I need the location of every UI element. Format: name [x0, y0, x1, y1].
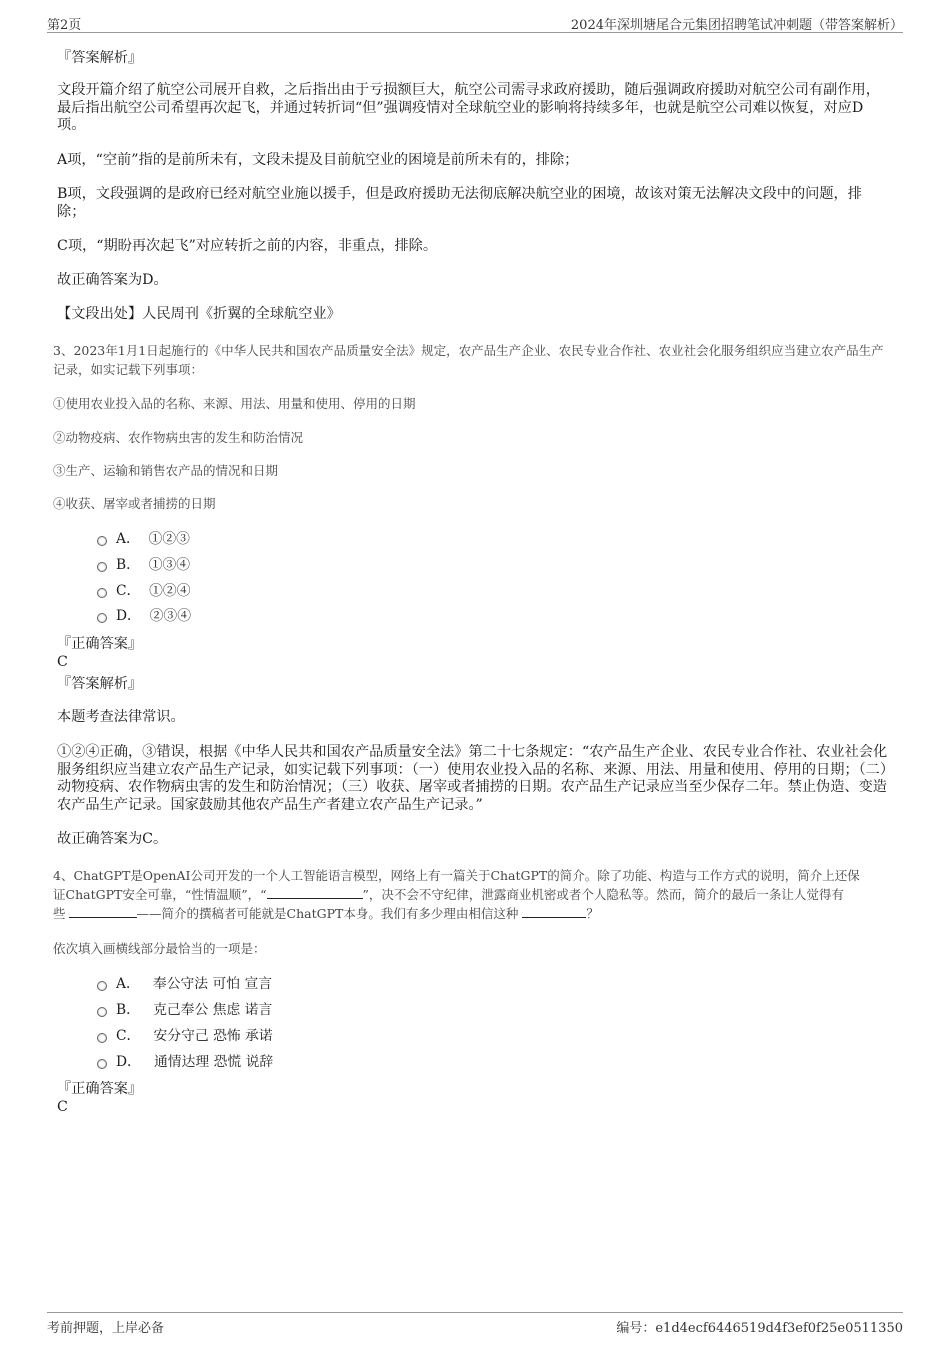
- correct-answer-label: 『正确答案』: [57, 636, 143, 652]
- correct-answer-label: 『正确答案』: [57, 1081, 143, 1097]
- analysis-paragraph: 本题考查法律常识。: [57, 709, 185, 725]
- analysis-paragraph: 文段开篇介绍了航空公司展开自救，之后指出由于亏损额巨大，航空公司需寻求政府援助，随后强调政府援助对航空公司有副作用，最后指出航空公司希望再次起飞，并通过转折词“但”强调疫情对全球航空业的影响将持续多年，也就是航空公司难以恢复，对应D项。: [57, 82, 880, 133]
- answer-analysis-label: 『答案解析』: [57, 676, 143, 692]
- question-item: ③生产、运输和销售农产品的情况和日期: [53, 463, 279, 478]
- radio-icon[interactable]: [97, 1033, 107, 1043]
- question-stem: 3、2023年1月1日起施行的《中华人民共和国农产品质量安全法》规定，农产品生产企业、农民专业合作社、农业社会化服务组织应当建立农产品生产记录，如实记载下列事项：: [53, 343, 884, 377]
- question-item: ①使用农业投入品的名称、来源、用法、用量和使用、停用的日期: [53, 396, 416, 411]
- radio-icon[interactable]: [97, 613, 107, 623]
- page-number: 第2页: [47, 18, 82, 33]
- analysis-paragraph: ①②④正确，③错误，根据《中华人民共和国农产品质量安全法》第二十七条规定：“农产品生产企业、农民专业合作社、农业社会化服务组织应当建立农产品生产记录，如实记载下列事项：（一）使用农业投入品的名称、来源、用法、用量和使用、停用的日期；（二）动物疫病、农作物病虫害的发生和防治情况；（三）收获、屠宰或者捕捞的日期。农产品生产记录应当至少保存二年。禁止伪造、变造农产品生产记录。国家鼓励其他农产品生产者建立农产品生产记录。”: [57, 744, 888, 813]
- fill-blank: [267, 886, 363, 899]
- question-stem: [53, 866, 893, 923]
- document-title: 2024年深圳塘尾合元集团招聘笔试冲刺题（带答案解析）: [570, 18, 903, 33]
- option-d[interactable]: D． ②③④: [97, 607, 191, 625]
- radio-icon[interactable]: [97, 981, 107, 991]
- footer-slogan: 考前押题，上岸必备: [47, 1321, 165, 1336]
- radio-icon[interactable]: [97, 1059, 107, 1069]
- analysis-conclusion: 故正确答案为D。: [57, 272, 168, 288]
- option-b[interactable]: B． ①③④: [97, 556, 190, 574]
- passage-source: 【文段出处】人民周刊《折翼的全球航空业》: [57, 306, 341, 322]
- option-d[interactable]: D． 通情达理 恐慌 说辞: [97, 1053, 273, 1071]
- stem-line: 些 ——简介的撰稿者可能就是ChatGPT本身。我们有多少理由相信这种 ？: [53, 906, 599, 921]
- option-a[interactable]: A． ①②③: [97, 530, 190, 548]
- option-a[interactable]: A． 奉公守法 可怕 宣言: [97, 975, 272, 993]
- option-c[interactable]: C． 安分守己 恐怖 承诺: [97, 1027, 273, 1045]
- answer-analysis-label: 『答案解析』: [57, 50, 143, 66]
- question-item: ②动物疫病、农作物病虫害的发生和防治情况: [53, 430, 304, 445]
- radio-icon[interactable]: [97, 1007, 107, 1017]
- radio-icon[interactable]: [97, 536, 107, 546]
- radio-icon[interactable]: [97, 588, 107, 598]
- analysis-paragraph: A项，“空前”指的是前所未有，文段未提及目前航空业的困境是前所未有的，排除；: [57, 152, 579, 168]
- fill-blank: [69, 905, 137, 918]
- correct-answer: C: [57, 1099, 68, 1115]
- question-item: ④收获、屠宰或者捕捞的日期: [53, 496, 216, 511]
- document-id: 编号：e1d4ecf6446519d4f3ef0f25e0511350: [616, 1321, 903, 1336]
- stem-line: 证ChatGPT安全可靠，“性情温顺”，“ ”，决不会不守纪律，泄露商业机密或者个人隐私等。然而，简介的最后一条让人觉得有: [53, 887, 844, 902]
- analysis-conclusion: 故正确答案为C。: [57, 831, 168, 847]
- correct-answer: C: [57, 654, 68, 670]
- option-c[interactable]: C． ①②④: [97, 582, 191, 600]
- analysis-paragraph: B项，文段强调的是政府已经对航空业施以援手，但是政府援助无法彻底解决航空业的困境，故该对策无法解决文段中的问题，排除；: [57, 186, 862, 220]
- option-b[interactable]: B． 克己奉公 焦虑 诺言: [97, 1001, 272, 1019]
- fill-blank: [522, 905, 586, 918]
- question-prompt: 依次填入画横线部分最恰当的一项是：: [53, 941, 266, 956]
- page-footer: [47, 1312, 903, 1337]
- stem-line: 4、ChatGPT是OpenAI公司开发的一个人工智能语言模型，网络上有一篇关于ChatGPT的简介。除了功能、构造与工作方式的说明，简介上还保: [53, 868, 860, 883]
- analysis-paragraph: C项，“期盼再次起飞”对应转折之前的内容，非重点，排除。: [57, 238, 438, 254]
- radio-icon[interactable]: [97, 562, 107, 572]
